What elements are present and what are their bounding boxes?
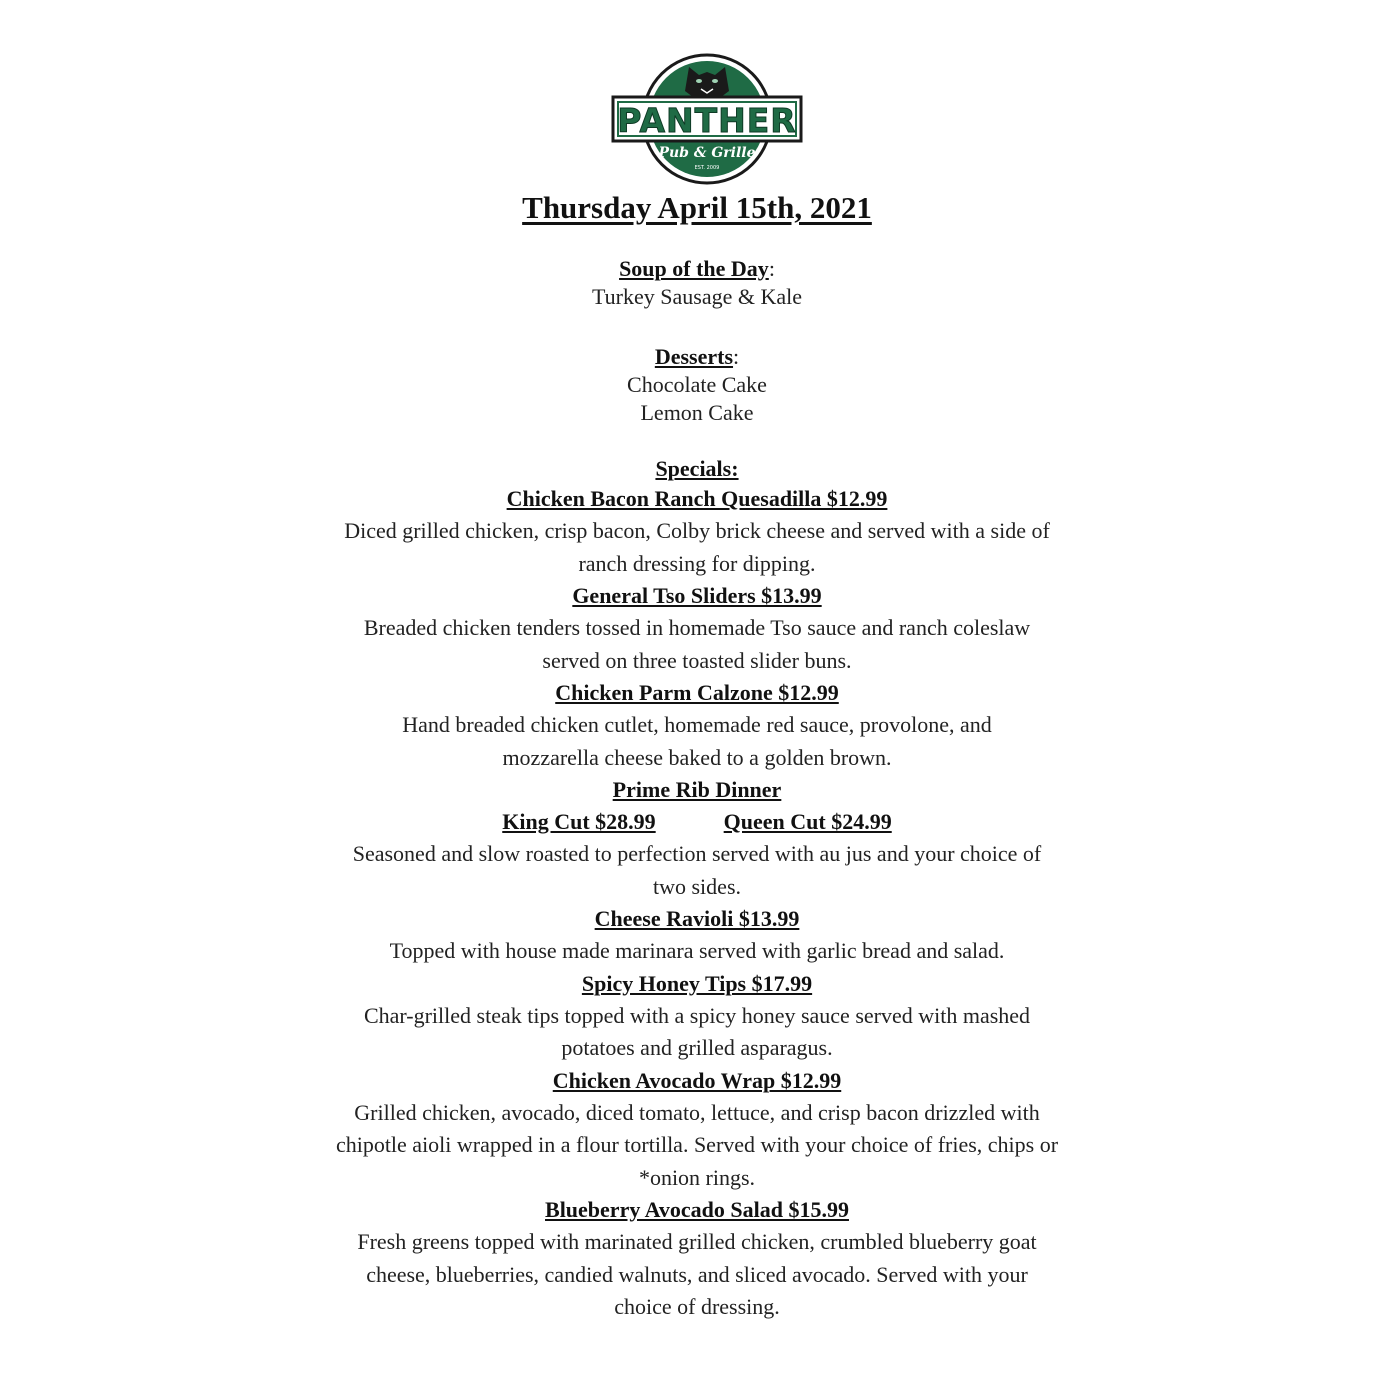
desserts-colon: : (733, 344, 740, 369)
desserts-heading: Desserts (654, 344, 734, 369)
soup-colon: : (768, 256, 775, 281)
svg-text:EST. 2009: EST. 2009 (694, 165, 720, 171)
special-title: Cheese Ravioli $13.99 (594, 906, 800, 931)
dessert-item: Lemon Cake (640, 400, 754, 425)
dessert-item: Chocolate Cake (627, 372, 767, 397)
special-description: Fresh greens topped with marinated grilled chicken, crumbled blueberry goat cheese, blueberries, candied walnuts, and sliced avocado. Served with your choice of dressing. (357, 1229, 1037, 1319)
special-title: Blueberry Avocado Salad $15.99 (545, 1197, 849, 1222)
menu-date: Thursday April 15th, 2021 (522, 190, 872, 225)
prime-rib-cuts (0, 806, 1394, 838)
soup-item: Turkey Sausage & Kale (592, 284, 802, 309)
special-description: Hand breaded chicken cutlet, homemade red sauce, provolone, and mozzarella cheese baked to a golden brown. (402, 712, 992, 770)
specials-heading: Specials: (655, 456, 739, 481)
special-title: General Tso Sliders $13.99 (572, 583, 822, 608)
special-title: Chicken Bacon Ranch Quesadilla $12.99 (506, 486, 888, 511)
panther-logo-graphic (611, 53, 803, 185)
special-title: Prime Rib Dinner (612, 777, 782, 802)
special-description: Breaded chicken tenders tossed in homemade Tso sauce and ranch coleslaw served on three toasted slider buns. (363, 615, 1031, 673)
special-description: Char-grilled steak tips topped with a spicy honey sauce served with mashed potatoes and grilled asparagus. (363, 1002, 1031, 1060)
specials-section (0, 455, 1394, 1324)
special-title: Chicken Avocado Wrap $12.99 (552, 1067, 842, 1093)
svg-text:PANTHER: PANTHER (617, 101, 797, 140)
panther-logo (611, 53, 803, 185)
special-description: Seasoned and slow roasted to perfection served with au jus and your choice of two sides. (352, 841, 1042, 899)
soup-heading: Soup of the Day (619, 256, 769, 281)
special-description: Diced grilled chicken, crisp bacon, Colby brick cheese and served with a side of ranch dressing for dipping. (344, 518, 1050, 576)
queen-cut-price: Queen Cut $24.99 (723, 809, 892, 834)
soup-section (0, 255, 1394, 311)
special-title: Spicy Honey Tips $17.99 (581, 970, 813, 996)
special-title: Chicken Parm Calzone $12.99 (555, 680, 839, 705)
special-description: Grilled chicken, avocado, diced tomato, lettuce, and crisp bacon drizzled with chipotle aioli wrapped in a flour tortilla. Served with your choice of fries, chips or *onion rings. (335, 1099, 1059, 1190)
special-description: Topped with house made marinara served with garlic bread and salad. (389, 938, 1005, 963)
desserts-section (0, 343, 1394, 427)
king-cut-price: King Cut $28.99 (502, 809, 656, 834)
svg-text:Pub & Grille: Pub & Grille (658, 145, 756, 161)
